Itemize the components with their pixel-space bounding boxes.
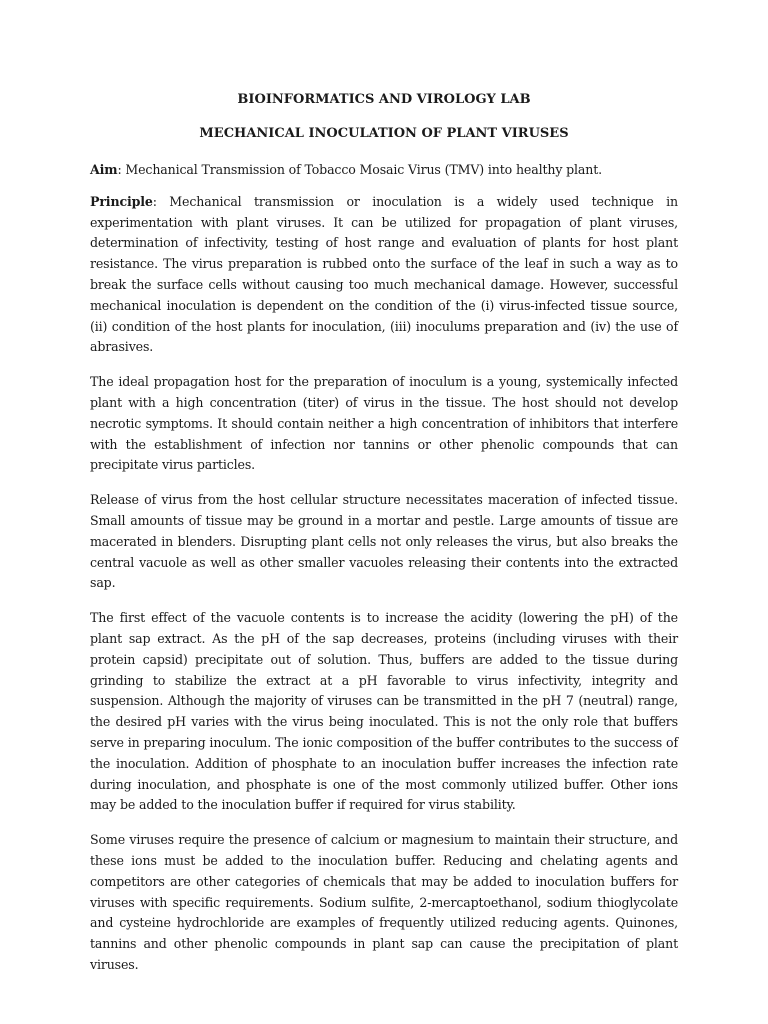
principle-label: Principle xyxy=(90,193,153,209)
body-paragraph-vacuole-effect: The first effect of the vacuole contents is to increase the acidity (lowering the pH) of the plant sap extract. As the pH of the sap decreases, proteins (including viruses with their protein capsid) precipitate out of solution. Thus, buffers are added to the tissue during grinding to stabilize the extract at a pH favorable to virus infectivity, integrity and suspension. Although the majority of viruses can be transmitted in the pH 7 (neutral) range, the desired pH varies with the virus being inoculated. This is not the only role that buffers serve in preparing inoculum. The ionic composition of the buffer contributes to the success of the inoculation. Addition of phosphate to an inoculation buffer increases the infection rate during inoculation, and phosphate is one of the most commonly utilized buffer. Other ions may be added to the inoculation buffer if required for virus stability. xyxy=(90,610,678,813)
body-paragraph-propagation-host: The ideal propagation host for the preparation of inoculum is a young, systemically infected plant with a high concentration (titer) of virus in the tissue. The host should not develop necrotic symptoms. It should contain neither a high concentration of inhibitors that interfere with the establishment of infection nor tannins or other phenolic compounds that can precipitate virus particles. xyxy=(90,374,678,473)
body-paragraph-virus-release: Release of virus from the host cellular structure necessitates maceration of infected tissue. Small amounts of tissue may be ground in a mortar and pestle. Large amounts of tissue are macerated in blenders. Disrupting plant cells not only releases the virus, but also breaks the central vacuole as well as other smaller vacuoles releasing their contents into the extracted sap. xyxy=(90,492,678,591)
body-paragraph-additives: Some viruses require the presence of calcium or magnesium to maintain their structure, and these ions must be added to the inoculation buffer. Reducing and chelating agents and competitors are other categories of chemicals that may be added to inoculation buffers for viruses with specific requirements. Sodium sulfite, 2-mercaptoethanol, sodium thioglycolate and cysteine hydrochloride are examples of frequently utilized reducing agents. Quinones, tannins and other phenolic compounds in plant sap can cause the precipitation of plant viruses. xyxy=(90,832,678,972)
document-title: BIOINFORMATICS AND VIROLOGY LAB xyxy=(237,92,531,107)
aim-label: Aim xyxy=(90,162,118,177)
document-page xyxy=(90,92,678,990)
aim-paragraph xyxy=(90,160,678,181)
aim-text: : Mechanical Transmission of Tobacco Mosaic Virus (TMV) into healthy plant. xyxy=(117,162,603,177)
document-subtitle: MECHANICAL INOCULATION OF PLANT VIRUSES xyxy=(199,126,569,141)
principle-text: : Mechanical transmission or inoculation is a widely used technique in experimentation with plant viruses. It can be utilized for propagation of plant viruses, determination of infectivity, testing of host range and evaluation of plants for host plant resistance. The virus preparation is rubbed onto the surface of the leaf in such a way as to break the surface cells without causing too much mechanical damage. However, successful mechanical inoculation is dependent on the condition of the (i) virus-infected tissue source, (ii) condition of the host plants for inoculation, (iii) inoculums preparation and (iv) the use of abrasives. xyxy=(90,193,678,355)
principle-paragraph xyxy=(90,192,678,358)
